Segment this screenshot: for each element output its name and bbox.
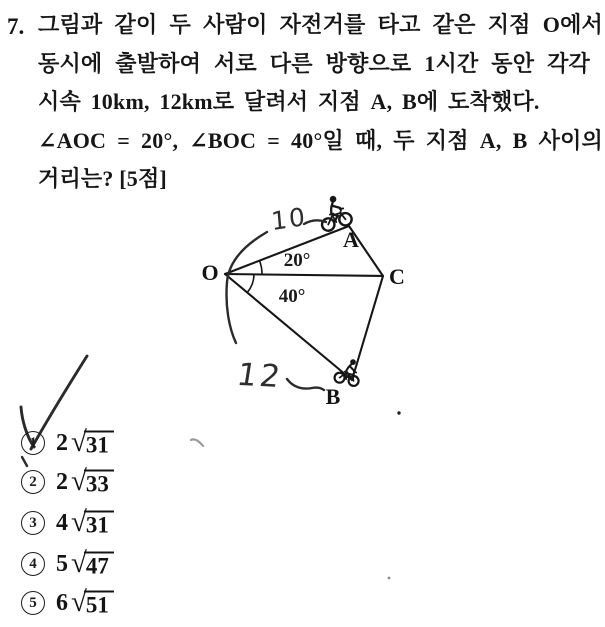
choice-1-expression	[56, 427, 114, 460]
sqrt-symbol: √	[71, 546, 87, 579]
sqrt-symbol: √	[71, 585, 87, 618]
line-cb	[352, 276, 383, 380]
problem-text-line-5: 거리는? [5점]	[38, 166, 167, 191]
coefficient: 2	[56, 429, 68, 456]
coefficient: 5	[56, 550, 68, 577]
vertex-label-a: A	[343, 227, 359, 252]
choice-option-2	[21, 466, 114, 498]
choice-option-4	[21, 548, 114, 580]
problem-statement	[7, 6, 603, 199]
choice-option-1	[21, 427, 114, 459]
problem-text-line-3: 시속 10km, 12km로 달려서 지점 A, B에 도착했다.	[38, 89, 540, 114]
angle-arc-40	[247, 275, 254, 293]
choice-2-circled-number: 2	[21, 470, 45, 494]
radicand: 47	[84, 551, 114, 580]
problem-text-line-4: ∠AOC = 20°, ∠BOC = 40°일 때, 두 지점 A, B 사이의	[38, 127, 603, 153]
radicand: 51	[84, 590, 114, 619]
choice-4-expression	[56, 548, 114, 581]
coefficient: 2	[56, 468, 68, 495]
ink-dot	[397, 411, 400, 414]
problem-number: 7.	[7, 14, 25, 39]
sqrt-symbol: √	[71, 425, 87, 458]
vertex-label-c: C	[389, 264, 405, 289]
coefficient: 4	[56, 509, 68, 536]
handwritten-arc	[226, 232, 267, 343]
handwritten-speed-12: 12	[234, 356, 286, 396]
ink-speck	[388, 577, 391, 580]
coefficient: 6	[56, 589, 68, 616]
choice-3-expression	[56, 507, 114, 540]
choice-option-3	[21, 507, 114, 539]
handwritten-swoosh-12	[287, 379, 324, 390]
angle-arc-20	[260, 261, 263, 275]
choice-3-circled-number: 3	[21, 511, 45, 535]
choice-5-circled-number: 5	[21, 591, 45, 615]
choice-option-5	[21, 587, 114, 619]
problem-text-line-2: 동시에 출발하여 서로 다른 방향으로 1시간 동안 각각	[38, 50, 590, 76]
vertex-label-b: B	[325, 384, 341, 409]
sqrt-symbol: √	[71, 464, 87, 497]
choice-1-circled-number: 1	[21, 431, 45, 455]
radicand: 33	[84, 469, 114, 498]
faint-pencil-dash	[191, 439, 203, 446]
sqrt-symbol: √	[71, 505, 87, 538]
choice-2-expression	[56, 466, 114, 499]
choice-4-circled-number: 4	[21, 552, 45, 576]
choice-5-expression	[56, 587, 114, 620]
angle-label-boc: 40°	[278, 286, 306, 307]
line-oc	[225, 274, 383, 276]
handwritten-speed-10: 10	[270, 201, 308, 237]
vertex-label-o: O	[201, 260, 219, 285]
radicand: 31	[84, 510, 114, 539]
angle-label-aoc: 20°	[283, 250, 311, 271]
radicand: 31	[84, 430, 114, 459]
problem-text-line-1: 그림과 같이 두 사람이 자전거를 타고 같은 지점 O에서	[38, 12, 603, 37]
